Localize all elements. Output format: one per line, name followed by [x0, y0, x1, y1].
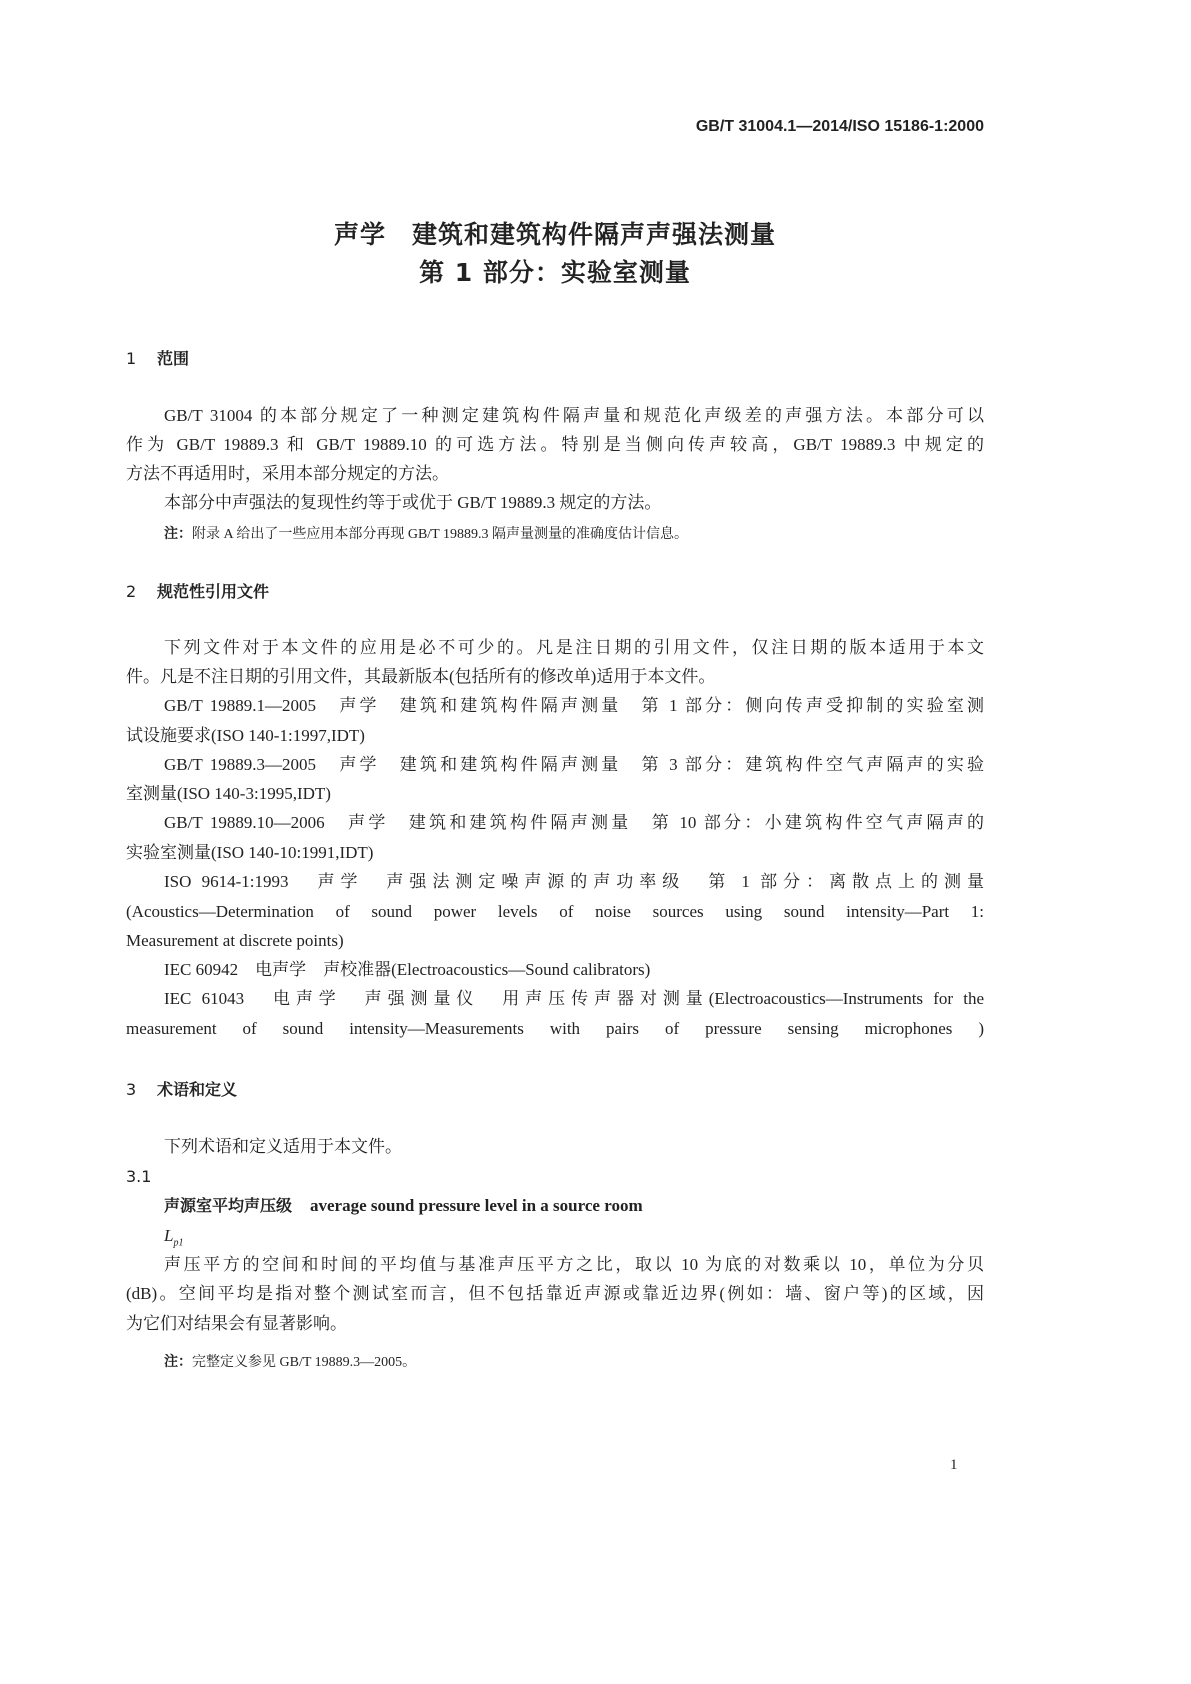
- note: [164, 1351, 984, 1374]
- reference-line: (Acoustics—Determination of sound power levels of noise sources using sound intensity—Part 1:: [126, 902, 984, 921]
- reference-line: Measurement at discrete points): [126, 931, 344, 950]
- paragraph-line: 声压平方的空间和时间的平均值与基准声压平方之比，取以 10 为底的对数乘以 10，单位为分贝: [164, 1255, 984, 1274]
- section-title: 术语和定义: [157, 1080, 238, 1099]
- section-number: 2: [126, 582, 137, 601]
- reference-line: GB/T 19889.1—2005 声学 建筑和建筑构件隔声测量 第 1 部分：侧向传声受抑制的实验室测: [164, 696, 984, 715]
- paragraph-line: 件。凡是不注日期的引用文件，其最新版本(包括所有的修改单)适用于本文件。: [126, 667, 716, 686]
- reference-line: IEC 60942 电声学 声校准器(Electroacoustics—Sound calibrators): [164, 960, 651, 979]
- paragraph-line: GB/T 31004 的本部分规定了一种测定建筑构件隔声量和规范化声级差的声强方法。本部分可以: [164, 406, 984, 425]
- section-number: 3: [126, 1080, 137, 1099]
- section-title: 范围: [157, 349, 190, 368]
- section-title: 规范性引用文件: [157, 582, 270, 601]
- section-heading-terms: [126, 1077, 237, 1100]
- section-heading-normative-references: [126, 579, 269, 602]
- reference-line: ISO 9614-1:1993 声学 声强法测定噪声源的声功率级 第 1 部分：离散点上的测量: [164, 872, 984, 891]
- page-number: 1: [950, 1457, 958, 1473]
- reference-line: GB/T 19889.3—2005 声学 建筑和建筑构件隔声测量 第 3 部分：建筑构件空气声隔声的实验: [164, 755, 984, 774]
- reference-line: IEC 61043 电声学 声强测量仪 用声压传声器对测量(Electroacoustics—Instruments for the: [164, 989, 984, 1008]
- paragraph-line: 为它们对结果会有显著影响。: [126, 1314, 347, 1333]
- term-heading: [164, 1195, 984, 1217]
- paragraph-line: 作为 GB/T 19889.3 和 GB/T 19889.10 的可选方法。特别是当侧向传声较高，GB/T 19889.3 中规定的: [126, 435, 984, 454]
- paragraph-line: 方法不再适用时，采用本部分规定的方法。: [126, 464, 449, 483]
- standard-code-header: GB/T 31004.1—2014/ISO 15186-1:2000: [695, 118, 984, 135]
- note-text: 完整定义参见 GB/T 19889.3—2005。: [192, 1355, 417, 1370]
- note-label: 注：: [164, 1354, 192, 1370]
- note: [164, 523, 984, 546]
- section-heading-scope: [126, 346, 189, 369]
- paragraph-line: 下列术语和定义适用于本文件。: [164, 1137, 402, 1156]
- term-symbol: [164, 1225, 984, 1254]
- term-chinese: 声源室平均声压级: [164, 1196, 293, 1215]
- reference-line: GB/T 19889.10—2006 声学 建筑和建筑构件隔声测量 第 10 部分：小建筑构件空气声隔声的: [164, 813, 984, 832]
- term-number: 3.1: [126, 1167, 152, 1186]
- term-english: average sound pressure level in a source room: [310, 1196, 643, 1215]
- reference-line: 实验室测量(ISO 140-10:1991,IDT): [126, 843, 374, 862]
- reference-line: measurement of sound intensity—Measurements with pairs of pressure sensing microphones ): [126, 1019, 984, 1038]
- document-title: 声学 建筑和建筑构件隔声声强法测量: [333, 220, 776, 249]
- reference-line: 试设施要求(ISO 140-1:1997,IDT): [126, 726, 365, 745]
- reference-line: 室测量(ISO 140-3:1995,IDT): [126, 784, 331, 803]
- paragraph-line: (dB)。空间平均是指对整个测试室而言，但不包括靠近声源或靠近边界(例如：墙、窗户等)的区域，因: [126, 1284, 984, 1303]
- note-text: 附录 A 给出了一些应用本部分再现 GB/T 19889.3 隔声量测量的准确度估计信息。: [192, 527, 688, 542]
- symbol-subscript: p1: [173, 1237, 184, 1249]
- paragraph-line: 本部分中声强法的复现性约等于或优于 GB/T 19889.3 规定的方法。: [164, 493, 662, 512]
- document-subtitle: 第 1 部分：实验室测量: [419, 258, 691, 287]
- symbol: L: [164, 1226, 174, 1245]
- section-number: 1: [126, 349, 137, 368]
- note-label: 注：: [164, 526, 192, 542]
- paragraph-line: 下列文件对于本文件的应用是必不可少的。凡是注日期的引用文件，仅注日期的版本适用于本文: [164, 638, 984, 657]
